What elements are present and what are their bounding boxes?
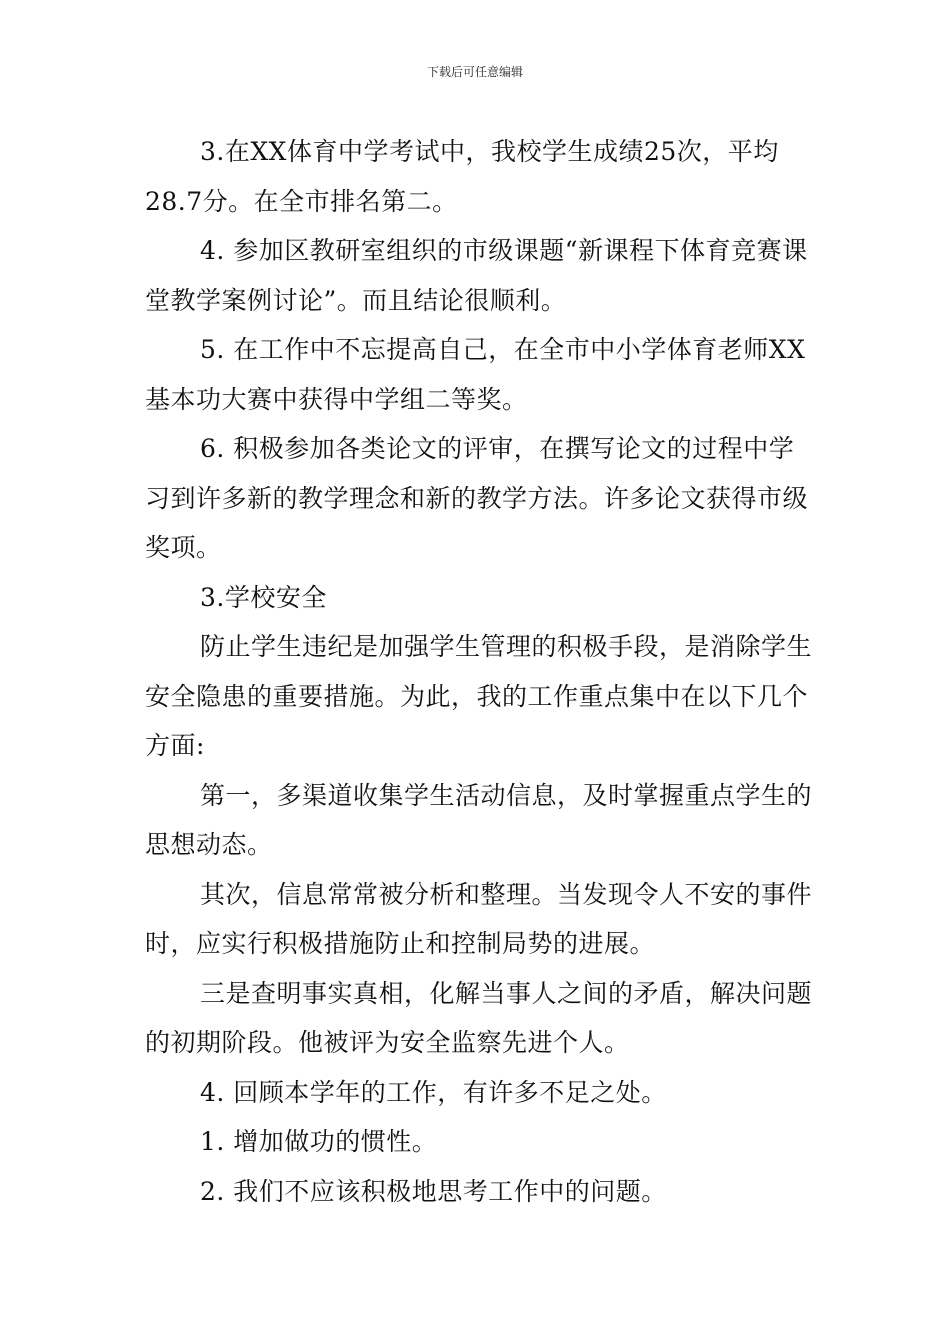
paragraph-paper-review: 6. 积极参加各类论文的评审，在撰写论文的过程中学习到许多新的教学理念和新的教学方法。许多论文获得市级奖项。 [145, 434, 809, 562]
paragraph-discipline-intro: 防止学生违纪是加强学生管理的积极手段，是消除学生安全隐患的重要措施。为此，我的工作重点集中在以下几个方面: [145, 632, 813, 760]
paragraph-third-point: 三是查明事实真相，化解当事人之间的矛盾，解决问题的初期阶段。他被评为安全监察先进个人。 [145, 978, 813, 1057]
paragraph-skills-contest: 5. 在工作中不忘提高自己，在全市中小学体育老师XX基本功大赛中获得中学组二等奖。 [145, 335, 806, 414]
paragraph-first-point: 第一，多渠道收集学生活动信息，及时掌握重点学生的思想动态。 [145, 780, 813, 859]
paragraph-research-project: 4. 参加区教研室组织的市级课题“新课程下体育竞赛课堂教学案例讨论”。而且结论很顺利。 [145, 236, 808, 315]
list-item-shortcoming-2: 2. 我们不应该积极地思考工作中的问题。 [200, 1176, 667, 1206]
paragraph-second-point: 其次，信息常常被分析和整理。当发现令人不安的事件时，应实行积极措施防止和控制局势的进展。 [145, 879, 813, 958]
page-header-note: 下载后可任意编辑 [426, 65, 523, 79]
paragraph-exam-results: 3.在XX体育中学考试中，我校学生成绩25次，平均28.7分。在全市排名第二。 [145, 137, 779, 216]
section-heading-school-safety: 3.学校安全 [200, 582, 327, 612]
section-heading-review: 4. 回顾本学年的工作，有许多不足之处。 [200, 1077, 667, 1107]
list-item-shortcoming-1: 1. 增加做功的惯性。 [200, 1127, 438, 1156]
document-body [145, 127, 815, 1216]
